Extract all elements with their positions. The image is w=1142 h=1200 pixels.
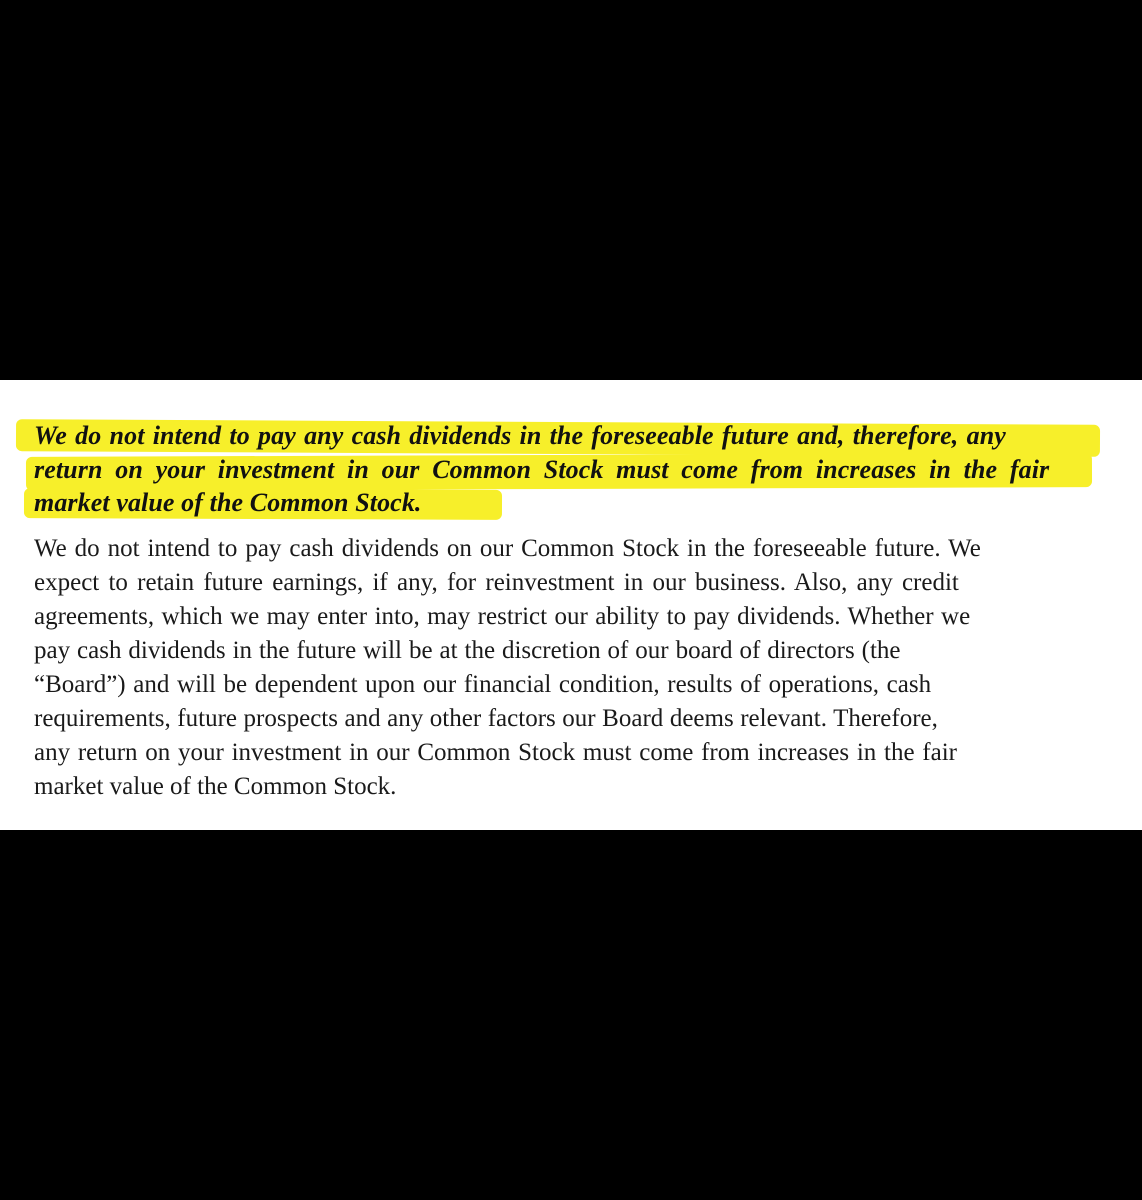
risk-heading-line: return on your investment in our Common Stock must come from increases in the fair [34, 455, 1050, 484]
body-paragraph-line: pay cash dividends in the future will be at the discretion of our board of directors (the [34, 637, 901, 664]
risk-heading-line: We do not intend to pay any cash dividends in the foreseeable future and, therefore, any [34, 421, 1006, 450]
risk-heading-line: market value of the Common Stock. [34, 488, 422, 517]
body-paragraph-line: We do not intend to pay cash dividends on our Common Stock in the foreseeable future. We [34, 535, 981, 562]
body-paragraph-line: market value of the Common Stock. [34, 773, 397, 800]
body-paragraph-line: requirements, future prospects and any other factors our Board deems relevant. Therefore, [34, 705, 938, 732]
top-black-band [0, 0, 1142, 380]
document-excerpt [0, 380, 1142, 830]
body-paragraph-line: agreements, which we may enter into, may restrict our ability to pay dividends. Whether we [34, 603, 971, 630]
bottom-black-band [0, 830, 1142, 1200]
body-paragraph-line: expect to retain future earnings, if any, for reinvestment in our business. Also, any credit [34, 569, 959, 596]
body-paragraph-line: any return on your investment in our Common Stock must come from increases in the fair [34, 739, 958, 766]
body-paragraph-line: “Board”) and will be dependent upon our financial condition, results of operations, cash [34, 671, 932, 698]
